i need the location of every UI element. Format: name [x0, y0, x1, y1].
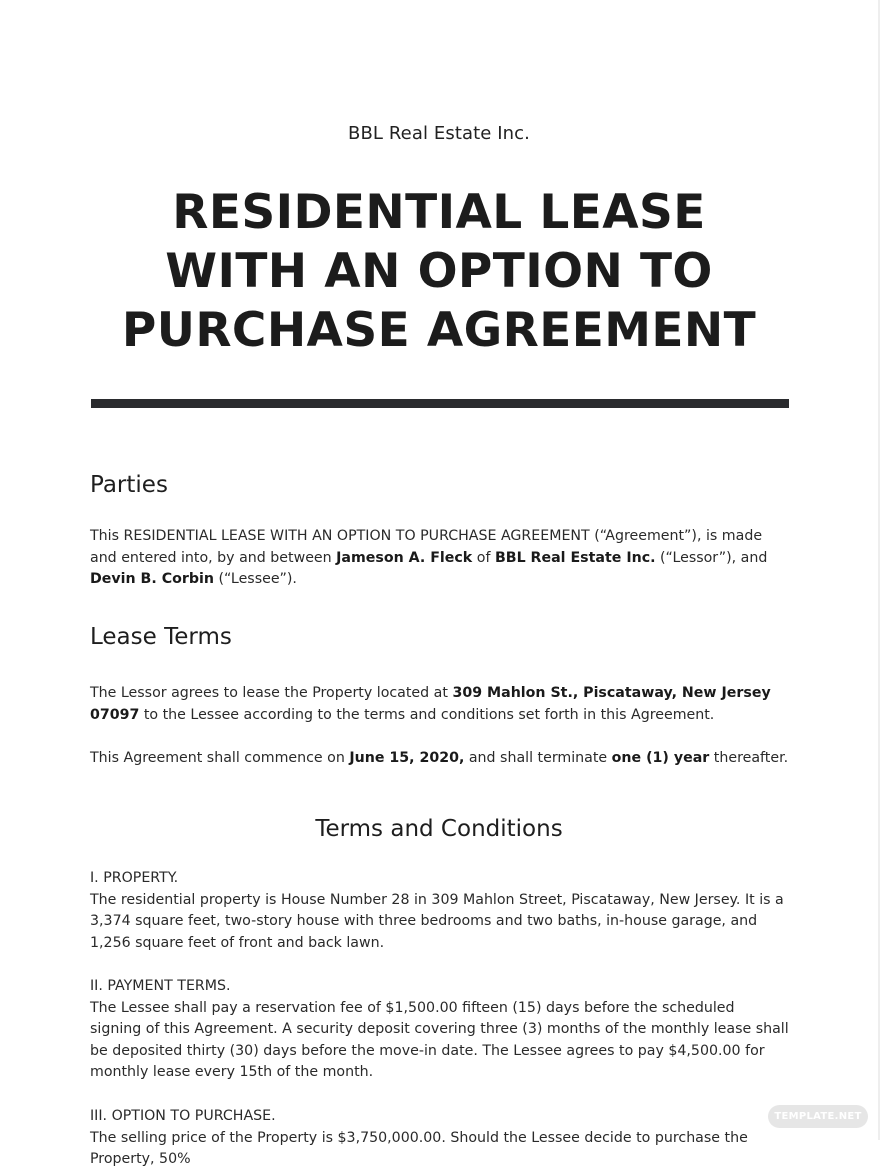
company-name: BBL Real Estate Inc. — [348, 123, 530, 144]
section-payment-body: The Lessee shall pay a reservation fee of $1,500.00 fifteen (15) days before the scheduled signing of this Agreement. A security deposit covering three (3) months of the monthly lease shall be deposited thirty (30) days before the move-in date. The Lessee agrees to pay $4,500.00 for monthly lease every 15th of the month. — [90, 999, 789, 1081]
section-payment-title: II. PAYMENT TERMS. — [90, 978, 231, 994]
section-option-body: The selling price of the Property is $3,750,000.00. Should the Lessee decide to purchase the Property, 50% — [90, 1129, 748, 1168]
section-property-body: The residential property is House Number 28 in 309 Mahlon Street, Piscataway, New Jersey. It is a 3,374 square feet, two-story house with three bedrooms and two baths, in-house garage, and 1,256 square feet of front and back lawn. — [90, 891, 784, 951]
section-option-title: III. OPTION TO PURCHASE. — [90, 1108, 276, 1124]
section-property — [90, 868, 790, 954]
lessee-name: Devin B. Corbin — [90, 571, 214, 588]
lease-duration: one (1) year — [611, 750, 710, 766]
parties-heading: Parties — [90, 472, 168, 498]
title-line-1: RESIDENTIAL LEASE — [172, 185, 706, 240]
section-option-to-purchase — [90, 1106, 790, 1171]
lease-terms-paragraph-2: This Agreement shall commence on June 15, 2020, and shall terminate one (1) year thereafter. — [90, 750, 789, 766]
parties-paragraph: This RESIDENTIAL LEASE WITH AN OPTION TO PURCHASE AGREEMENT (“Agreement”), is made and entered into, by and between Jameson A. Fleck of BBL Real Estate Inc. (“Lessor”), and Devin B. Corbin (“Lessee”). — [90, 528, 768, 588]
lease-terms-paragraph-1: The Lessor agrees to lease the Property located at 309 Mahlon St., Piscataway, New Jersey 07097 to the Lessee according to the terms and conditions set forth in this Agreement. — [90, 685, 771, 723]
document-title — [0, 183, 878, 360]
start-date: June 15, 2020, — [349, 750, 465, 766]
terms-heading: Terms and Conditions — [315, 816, 563, 842]
section-payment-terms — [90, 976, 790, 1084]
lessor-company: BBL Real Estate Inc. — [494, 549, 656, 566]
title-line-3: PURCHASE AGREEMENT — [121, 303, 757, 358]
title-line-2: WITH AN OPTION TO — [165, 244, 713, 299]
section-property-title: I. PROPERTY. — [90, 870, 179, 886]
template-watermark: TEMPLATE.NET — [768, 1105, 868, 1128]
title-divider — [91, 399, 789, 408]
lease-terms-heading: Lease Terms — [90, 624, 232, 650]
lessor-name: Jameson A. Fleck — [336, 549, 473, 566]
property-address: 309 Mahlon St., Piscataway, New Jersey 07097 — [90, 685, 771, 723]
